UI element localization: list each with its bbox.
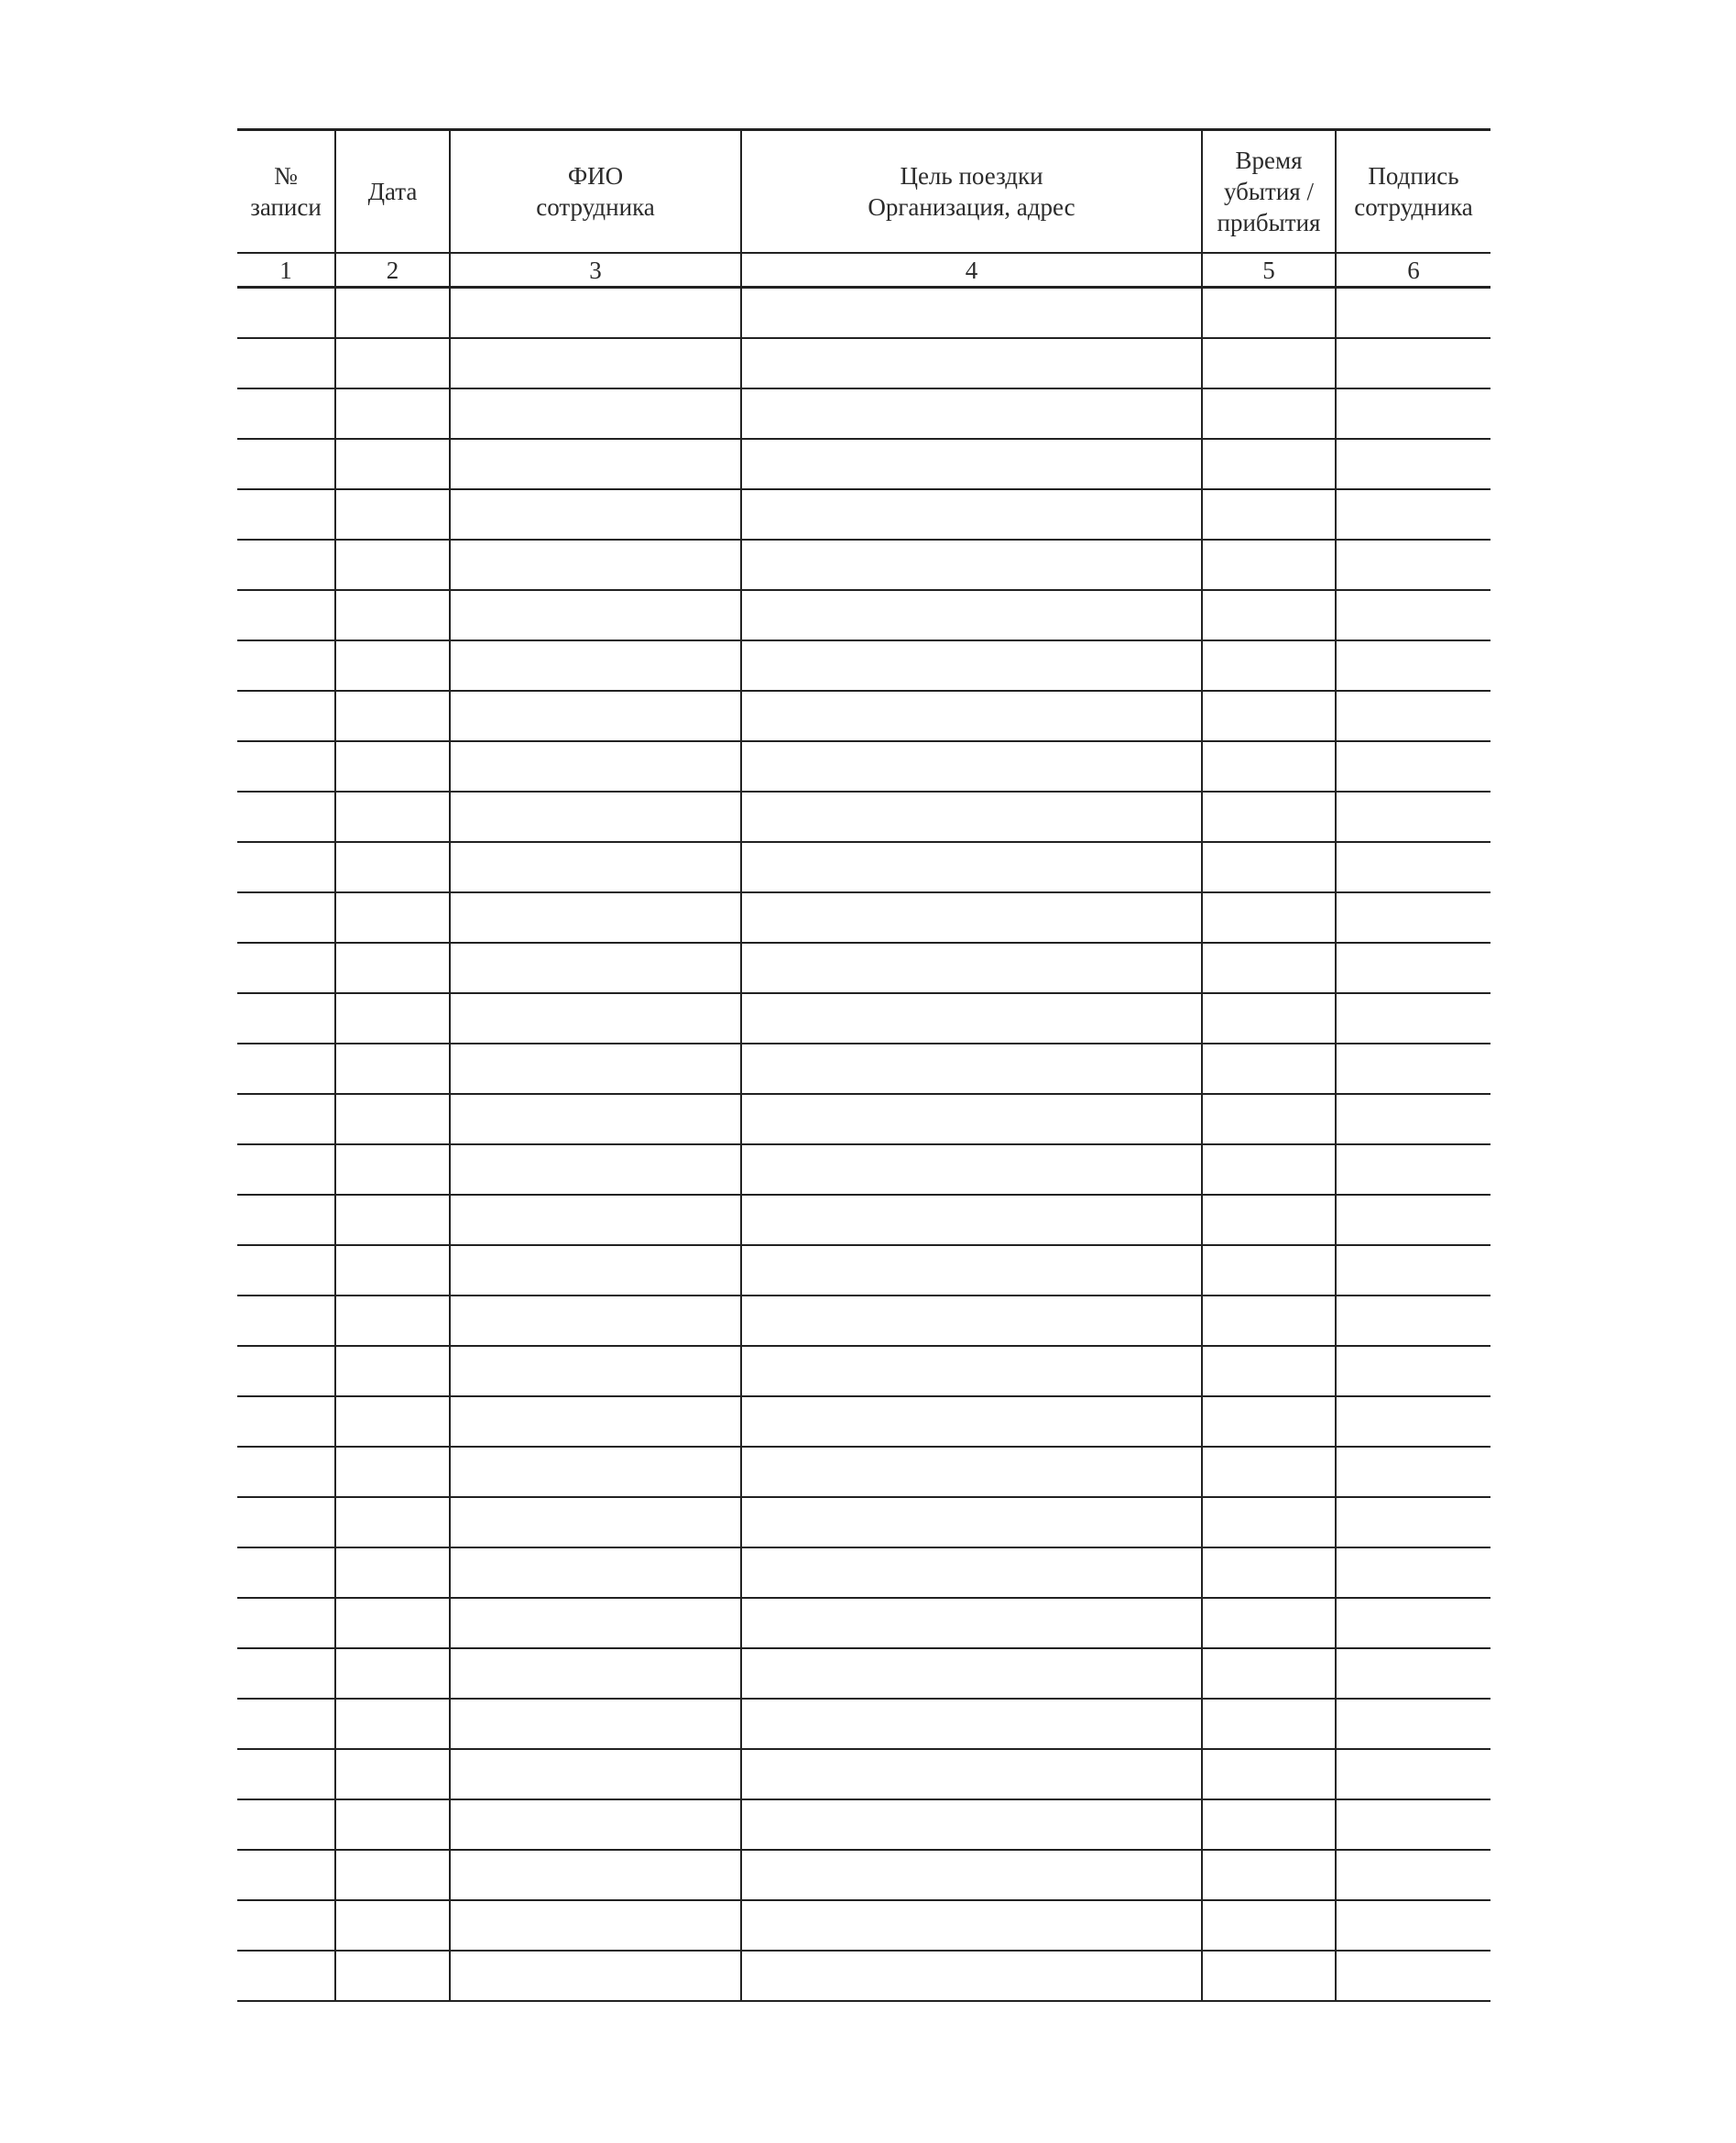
table-row — [237, 741, 1490, 792]
header-entry-number — [237, 130, 335, 254]
header-employee-signature — [1336, 130, 1490, 254]
table-cell — [450, 943, 741, 993]
table-cell — [1336, 1799, 1490, 1850]
table-cell — [1336, 1699, 1490, 1749]
table-cell — [450, 892, 741, 943]
table-cell — [237, 1598, 335, 1648]
table-row — [237, 1598, 1490, 1648]
table-cell — [1202, 1648, 1336, 1699]
table-cell — [1336, 1497, 1490, 1547]
table-cell — [335, 1296, 450, 1346]
table-cell — [450, 1094, 741, 1144]
table-cell — [1336, 892, 1490, 943]
header-line: Дата — [367, 178, 418, 205]
table-cell — [1336, 1245, 1490, 1296]
table-cell — [237, 842, 335, 892]
table-cell — [741, 1044, 1202, 1094]
table-cell — [450, 1447, 741, 1497]
table-cell — [335, 1497, 450, 1547]
table-cell — [335, 439, 450, 489]
header-row — [237, 130, 1490, 254]
table-cell — [1202, 288, 1336, 339]
table-cell — [450, 1749, 741, 1799]
table-cell — [450, 1195, 741, 1245]
table-row — [237, 288, 1490, 339]
table-row — [237, 1547, 1490, 1598]
table-row — [237, 1396, 1490, 1447]
table-cell — [335, 1447, 450, 1497]
table-row — [237, 1850, 1490, 1900]
table-cell — [741, 1195, 1202, 1245]
table-cell — [1336, 1044, 1490, 1094]
table-cell — [1336, 1598, 1490, 1648]
table-cell — [741, 1245, 1202, 1296]
table-row — [237, 1094, 1490, 1144]
table-cell — [335, 1799, 450, 1850]
table-cell — [1336, 1749, 1490, 1799]
table-cell — [237, 1900, 335, 1951]
table-cell — [237, 1547, 335, 1598]
table-cell — [741, 1144, 1202, 1195]
table-cell — [741, 1447, 1202, 1497]
table-cell — [335, 1245, 450, 1296]
table-cell — [741, 1900, 1202, 1951]
table-cell — [335, 792, 450, 842]
table-cell — [1202, 439, 1336, 489]
table-cell — [1336, 489, 1490, 540]
header-trip-purpose — [741, 130, 1202, 254]
table-cell — [237, 489, 335, 540]
table-row — [237, 1346, 1490, 1396]
table-cell — [1336, 1346, 1490, 1396]
header-line: убытия / — [1224, 178, 1314, 205]
table-cell — [450, 1799, 741, 1850]
table-cell — [237, 439, 335, 489]
table-cell — [450, 338, 741, 388]
table-cell — [335, 892, 450, 943]
table-cell — [335, 1094, 450, 1144]
table-cell — [1202, 540, 1336, 590]
table-cell — [1202, 1447, 1336, 1497]
table-cell — [450, 741, 741, 792]
table-row — [237, 489, 1490, 540]
table-cell — [1336, 1648, 1490, 1699]
table-cell — [1336, 338, 1490, 388]
table-cell — [237, 792, 335, 842]
table-cell — [335, 1749, 450, 1799]
table-cell — [741, 1699, 1202, 1749]
table-cell — [741, 1396, 1202, 1447]
table-cell — [741, 388, 1202, 439]
table-cell — [741, 1296, 1202, 1346]
table-cell — [1336, 288, 1490, 339]
table-row — [237, 1648, 1490, 1699]
column-number: 6 — [1336, 253, 1490, 288]
table-cell — [450, 1144, 741, 1195]
table-cell — [741, 792, 1202, 842]
table-row — [237, 792, 1490, 842]
table-cell — [1202, 792, 1336, 842]
header-line: прибытия — [1217, 209, 1321, 236]
table-row — [237, 439, 1490, 489]
table-cell — [335, 338, 450, 388]
table-cell — [1336, 993, 1490, 1044]
table-cell — [237, 1346, 335, 1396]
table-cell — [237, 1195, 335, 1245]
table-cell — [1202, 1245, 1336, 1296]
table-cell — [335, 540, 450, 590]
table-cell — [1202, 1749, 1336, 1799]
table-cell — [237, 993, 335, 1044]
table-row — [237, 842, 1490, 892]
table-cell — [237, 1296, 335, 1346]
table-cell — [237, 943, 335, 993]
table-cell — [1336, 842, 1490, 892]
table-cell — [450, 1346, 741, 1396]
table-row — [237, 1447, 1490, 1497]
table-cell — [237, 892, 335, 943]
table-cell — [741, 892, 1202, 943]
header-employee-name — [450, 130, 741, 254]
table-cell — [1336, 691, 1490, 741]
table-cell — [237, 741, 335, 792]
table-cell — [450, 489, 741, 540]
table-cell — [237, 1497, 335, 1547]
table-row — [237, 640, 1490, 691]
table-cell — [1202, 1699, 1336, 1749]
table-cell — [237, 1447, 335, 1497]
header-line: ФИО — [567, 162, 624, 190]
column-number: 3 — [450, 253, 741, 288]
table-cell — [335, 741, 450, 792]
table-row — [237, 540, 1490, 590]
table-row — [237, 388, 1490, 439]
table-cell — [1336, 439, 1490, 489]
table-cell — [741, 943, 1202, 993]
table-row — [237, 1951, 1490, 2001]
table-cell — [1336, 1195, 1490, 1245]
table-cell — [1336, 1951, 1490, 2001]
table-cell — [450, 388, 741, 439]
table-cell — [1336, 1396, 1490, 1447]
header-line: Подпись — [1368, 162, 1459, 190]
table-row — [237, 1749, 1490, 1799]
header-line: № — [274, 162, 298, 190]
table-cell — [237, 1699, 335, 1749]
table-cell — [335, 288, 450, 339]
table-cell — [335, 1396, 450, 1447]
column-number: 5 — [1202, 253, 1336, 288]
table-cell — [335, 1346, 450, 1396]
table-cell — [1202, 1296, 1336, 1346]
header-line: записи — [250, 193, 322, 221]
table-row — [237, 1296, 1490, 1346]
table-cell — [1202, 590, 1336, 640]
table-cell — [450, 1044, 741, 1094]
table-cell — [450, 640, 741, 691]
table-cell — [1202, 1144, 1336, 1195]
header-date — [335, 130, 450, 254]
table-row — [237, 1497, 1490, 1547]
table-cell — [450, 1951, 741, 2001]
table-cell — [335, 1195, 450, 1245]
table-row — [237, 590, 1490, 640]
table-cell — [1336, 640, 1490, 691]
table-cell — [1336, 388, 1490, 439]
table-cell — [1202, 1951, 1336, 2001]
table-cell — [1202, 1396, 1336, 1447]
table-cell — [450, 792, 741, 842]
table-cell — [335, 691, 450, 741]
table-cell — [450, 691, 741, 741]
table-cell — [335, 842, 450, 892]
table-cell — [335, 388, 450, 439]
table-cell — [335, 590, 450, 640]
table-cell — [450, 993, 741, 1044]
table-cell — [741, 1346, 1202, 1396]
table-cell — [335, 1699, 450, 1749]
table-cell — [741, 1951, 1202, 2001]
table-row — [237, 1799, 1490, 1850]
table-row — [237, 943, 1490, 993]
table-cell — [741, 489, 1202, 540]
column-number-row — [237, 253, 1490, 288]
table-cell — [1336, 741, 1490, 792]
table-cell — [1336, 943, 1490, 993]
table-cell — [450, 1699, 741, 1749]
table-cell — [450, 1850, 741, 1900]
table-cell — [335, 1144, 450, 1195]
table-cell — [450, 1497, 741, 1547]
table-cell — [237, 1749, 335, 1799]
table-cell — [450, 540, 741, 590]
table-cell — [1202, 842, 1336, 892]
table-cell — [335, 993, 450, 1044]
table-cell — [1202, 691, 1336, 741]
table-cell — [450, 439, 741, 489]
table-cell — [237, 1094, 335, 1144]
table-cell — [237, 1144, 335, 1195]
table-cell — [741, 1648, 1202, 1699]
table-cell — [1202, 993, 1336, 1044]
header-line: Организация, адрес — [868, 193, 1075, 221]
table-cell — [1336, 540, 1490, 590]
table-cell — [741, 993, 1202, 1044]
table-cell — [1202, 1598, 1336, 1648]
table-cell — [237, 1799, 335, 1850]
table-row — [237, 892, 1490, 943]
table-cell — [450, 1648, 741, 1699]
table-row — [237, 338, 1490, 388]
table-cell — [1202, 1799, 1336, 1850]
table-row — [237, 1195, 1490, 1245]
table-cell — [450, 1396, 741, 1447]
table-cell — [335, 640, 450, 691]
table-cell — [1202, 1900, 1336, 1951]
header-line: Время — [1235, 147, 1303, 174]
table-cell — [450, 288, 741, 339]
column-number: 2 — [335, 253, 450, 288]
table-row — [237, 1900, 1490, 1951]
table-cell — [1202, 640, 1336, 691]
table-cell — [1202, 1850, 1336, 1900]
table-cell — [237, 691, 335, 741]
table-cell — [237, 1044, 335, 1094]
table-cell — [1336, 1144, 1490, 1195]
table-cell — [1336, 590, 1490, 640]
table-cell — [450, 1598, 741, 1648]
table-cell — [335, 1547, 450, 1598]
table-cell — [1202, 1346, 1336, 1396]
header-departure-arrival-time — [1202, 130, 1336, 254]
table-cell — [741, 842, 1202, 892]
header-line: сотрудника — [536, 193, 655, 221]
table-cell — [1202, 388, 1336, 439]
table-row — [237, 1699, 1490, 1749]
table-row — [237, 993, 1490, 1044]
table-cell — [741, 1497, 1202, 1547]
table-cell — [237, 1396, 335, 1447]
header-line: сотрудника — [1354, 193, 1473, 221]
table-cell — [1336, 1900, 1490, 1951]
table-cell — [1336, 1296, 1490, 1346]
table-row — [237, 1044, 1490, 1094]
table-cell — [237, 1850, 335, 1900]
table-cell — [237, 288, 335, 339]
table-cell — [741, 741, 1202, 792]
table-cell — [335, 943, 450, 993]
table-cell — [741, 439, 1202, 489]
table-cell — [237, 1648, 335, 1699]
table-cell — [237, 640, 335, 691]
table-cell — [741, 590, 1202, 640]
table-cell — [1202, 338, 1336, 388]
table-cell — [450, 1900, 741, 1951]
table-cell — [741, 338, 1202, 388]
table-row — [237, 1144, 1490, 1195]
table-cell — [741, 1850, 1202, 1900]
table-cell — [335, 1044, 450, 1094]
table-cell — [1202, 943, 1336, 993]
table-cell — [335, 489, 450, 540]
table-cell — [450, 842, 741, 892]
table-cell — [335, 1598, 450, 1648]
table-cell — [335, 1900, 450, 1951]
table-cell — [1336, 1094, 1490, 1144]
table-cell — [450, 1296, 741, 1346]
table-cell — [237, 1245, 335, 1296]
entry-rows — [237, 288, 1490, 2002]
table-cell — [1336, 792, 1490, 842]
table-cell — [335, 1951, 450, 2001]
table-cell — [741, 691, 1202, 741]
table-cell — [237, 540, 335, 590]
table-cell — [335, 1648, 450, 1699]
table-cell — [237, 338, 335, 388]
table-cell — [741, 1094, 1202, 1144]
table-cell — [1202, 892, 1336, 943]
table-cell — [1202, 1195, 1336, 1245]
table-cell — [1202, 1044, 1336, 1094]
table-cell — [741, 1598, 1202, 1648]
table-cell — [237, 590, 335, 640]
table-cell — [335, 1850, 450, 1900]
table-cell — [1202, 1497, 1336, 1547]
table-cell — [741, 1749, 1202, 1799]
travel-log-table — [237, 128, 1490, 2002]
table-row — [237, 691, 1490, 741]
column-number: 4 — [741, 253, 1202, 288]
column-number: 1 — [237, 253, 335, 288]
table-cell — [450, 1245, 741, 1296]
table-cell — [450, 590, 741, 640]
table-cell — [1336, 1447, 1490, 1497]
table-cell — [237, 1951, 335, 2001]
table-cell — [741, 540, 1202, 590]
table-cell — [741, 1799, 1202, 1850]
table-cell — [1336, 1547, 1490, 1598]
table-cell — [237, 388, 335, 439]
table-cell — [741, 288, 1202, 339]
table-row — [237, 1245, 1490, 1296]
table-cell — [741, 640, 1202, 691]
table-cell — [1202, 1094, 1336, 1144]
table-cell — [1336, 1850, 1490, 1900]
table-cell — [741, 1547, 1202, 1598]
table-cell — [1202, 741, 1336, 792]
table-cell — [1202, 489, 1336, 540]
table-cell — [450, 1547, 741, 1598]
header-line: Цель поездки — [900, 162, 1043, 190]
table-cell — [1202, 1547, 1336, 1598]
